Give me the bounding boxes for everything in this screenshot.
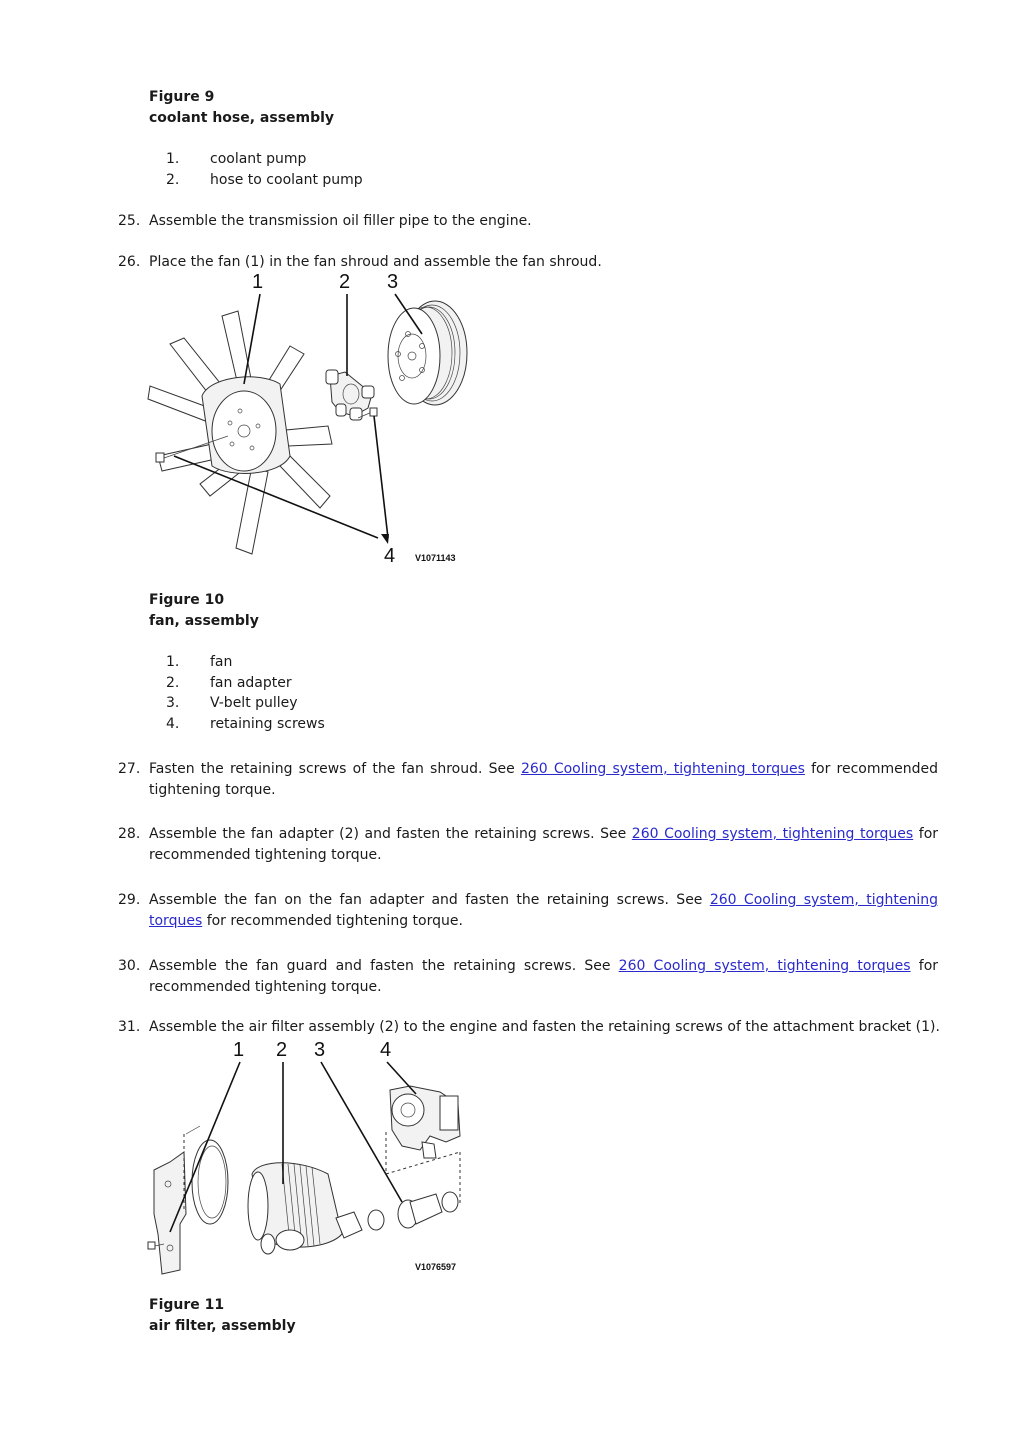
step-text — [149, 824, 938, 866]
figure-code: V1076597 — [415, 1262, 457, 1272]
legend-item: V-belt pulley — [210, 695, 298, 711]
figure-10-caption: fan, assembly — [149, 613, 259, 629]
legend-item: retaining screws — [210, 716, 325, 732]
callout-4: 4 — [380, 1039, 392, 1061]
figure-10-label: Figure 10 — [149, 592, 225, 608]
callout-3: 3 — [387, 271, 399, 293]
legend-number: 1. — [166, 151, 180, 167]
legend-item: fan adapter — [210, 675, 292, 691]
fan-icon — [148, 311, 332, 554]
step-number: 25. — [118, 213, 141, 229]
tightening-torques-link[interactable]: 260 Cooling system, tightening torques — [618, 958, 911, 974]
legend-item: fan — [210, 654, 233, 670]
step-number: 31. — [118, 1019, 141, 1035]
tightening-torques-link[interactable]: 260 Cooling system, tightening torques — [520, 761, 805, 777]
tightening-torques-link[interactable]: 260 Cooling system, tightening torques — [149, 892, 938, 929]
callout-2: 2 — [339, 271, 351, 293]
air-filter-icon — [248, 1163, 362, 1254]
step-text-part: Fasten the retaining screws of the fan shroud. See — [149, 761, 515, 777]
legend-number: 1. — [166, 654, 180, 670]
step-number: 28. — [118, 826, 141, 842]
figure-11-label: Figure 11 — [149, 1297, 225, 1313]
legend-number: 3. — [166, 695, 180, 711]
fan-assembly-illustration — [140, 266, 480, 571]
step-text-part: Assemble the fan guard and fasten the retaining screws. See — [149, 958, 611, 974]
attachment-bracket-icon — [148, 1126, 228, 1274]
figure-9-label: Figure 9 — [149, 89, 215, 105]
step-text-part: for recommended tightening torque. — [206, 913, 463, 929]
callout-1: 1 — [233, 1039, 245, 1061]
air-filter-assembly-illustration — [140, 1034, 480, 1279]
step-text-part: Assemble the fan on the fan adapter and fasten the retaining screws. See — [149, 892, 703, 908]
step-text: Assemble the transmission oil filler pipe to the engine. — [149, 213, 532, 229]
step-text-part: Assemble the fan adapter (2) and fasten the retaining screws. See — [149, 826, 627, 842]
turbocharger-icon — [386, 1086, 460, 1204]
tightening-torques-link[interactable]: 260 Cooling system, tightening torques — [631, 826, 914, 842]
step-number: 26. — [118, 254, 141, 270]
v-belt-pulley-icon — [388, 301, 467, 405]
step-text — [149, 956, 938, 998]
callout-4: 4 — [384, 545, 396, 567]
legend-item: hose to coolant pump — [210, 172, 363, 188]
legend-number: 4. — [166, 716, 180, 732]
legend-item: coolant pump — [210, 151, 307, 167]
callout-1: 1 — [252, 271, 264, 293]
step-text — [149, 890, 938, 932]
step-text — [149, 759, 938, 801]
callout-3: 3 — [314, 1039, 326, 1061]
hose-clamp-icon — [368, 1192, 458, 1230]
step-number: 27. — [118, 761, 141, 777]
step-text: Place the fan (1) in the fan shroud and assemble the fan shroud. — [149, 254, 602, 270]
step-text-part: for recommended tightening torque. — [149, 958, 939, 995]
legend-number: 2. — [166, 675, 180, 691]
step-number: 29. — [118, 892, 141, 908]
step-number: 30. — [118, 958, 141, 974]
fan-adapter-icon — [326, 370, 374, 420]
step-text-part: for recommended tightening torque. — [149, 761, 938, 798]
step-text-part: for recommended tightening torque. — [149, 826, 939, 863]
figure-9-caption: coolant hose, assembly — [149, 110, 335, 126]
legend-number: 2. — [166, 172, 180, 188]
step-text: Assemble the air filter assembly (2) to the engine and fasten the retaining screws of the attachment bracket (1). — [149, 1019, 940, 1035]
figure-code: V1071143 — [415, 553, 456, 563]
figure-11-caption: air filter, assembly — [149, 1318, 296, 1334]
callout-2: 2 — [276, 1039, 288, 1061]
